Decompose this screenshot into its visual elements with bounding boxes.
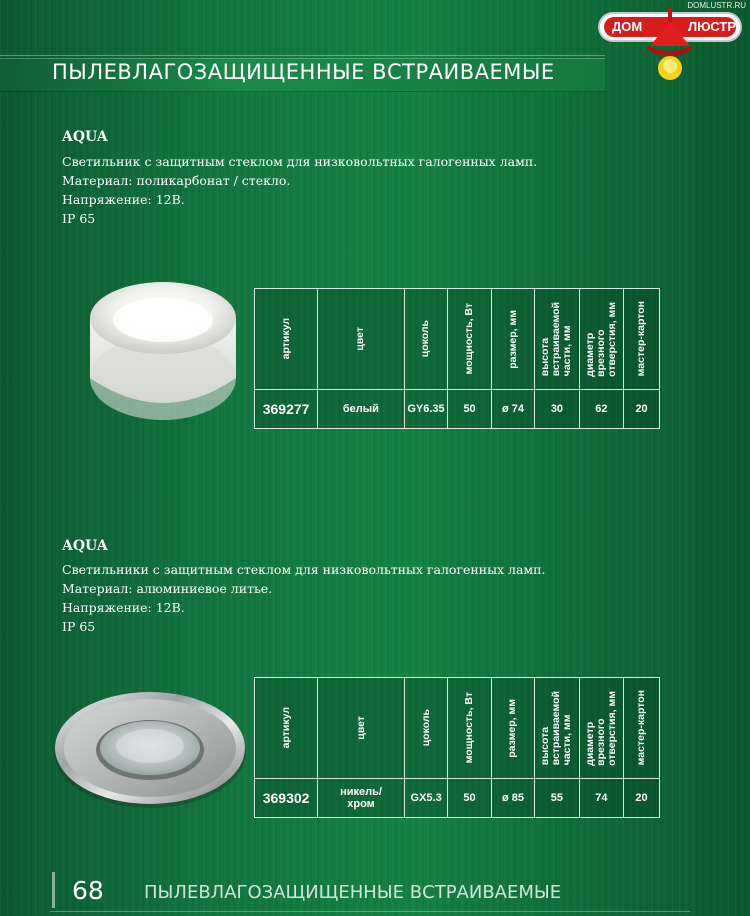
column-header: мастер-картон [624,289,660,390]
product-1-desc-line: IP 65 [62,211,96,226]
column-header: мощность, Вт [448,289,491,390]
footer-line [50,911,690,912]
header-top-line [0,55,605,56]
page-title: ПЫЛЕВЛАГОЗАЩИЩЕННЫЕ ВСТРАИВАЕМЫЕ [52,60,555,84]
column-header: артикул [255,678,318,779]
product-1-desc-line: Напряжение: 12В. [62,192,185,207]
height-cell: 55 [535,779,579,818]
table-row [255,779,660,818]
color-cell: никель/ хром [318,779,405,818]
power-cell: 50 [448,779,491,818]
footer-rule [52,872,55,908]
column-header: диаметр врезного отверстия, мм [579,289,623,390]
product-1-desc-line: Светильник с защитным стеклом для низковольтных галогенных ламп. [62,154,538,169]
socket-cell: GY6.35 [404,390,448,429]
color-cell: белый [318,390,404,429]
hole-diameter-cell: 62 [579,390,623,429]
brand-logo[interactable] [590,0,750,84]
table-row [255,390,660,429]
master-carton-cell: 20 [624,390,660,429]
height-cell: 30 [535,390,579,429]
article-cell: 369277 [255,390,318,429]
table-header-row [255,289,660,390]
size-cell: ø 85 [491,779,534,818]
hole-diameter-cell: 74 [579,779,623,818]
product-2-image [52,686,248,810]
product-1-title: AQUA [62,129,108,145]
product-1-spec-table [254,288,660,429]
product-2-desc-line: Материал: алюминиевое литье. [62,581,273,596]
socket-cell: GX5.3 [404,779,447,818]
column-header: высота встраиваемой части, мм [535,289,579,390]
product-2-spec-table [254,677,660,818]
size-cell: ø 74 [491,390,534,429]
column-header: цоколь [404,289,448,390]
product-2-desc-line: Напряжение: 12В. [62,600,185,615]
product-2-desc-line: IP 65 [62,619,96,634]
column-header: высота встраиваемой части, мм [535,678,579,779]
logo-site-text: DOMLUSTR.RU [687,1,746,10]
product-1-image [84,278,242,426]
table-header-row [255,678,660,779]
product-1-desc-line: Материал: поликарбонат / стекло. [62,173,291,188]
power-cell: 50 [448,390,491,429]
column-header: артикул [255,289,318,390]
column-header: диаметр врезного отверстия, мм [579,678,623,779]
column-header: мощность, Вт [448,678,491,779]
page-number: 68 [72,876,104,905]
master-carton-cell: 20 [624,779,660,818]
column-header: цвет [318,289,404,390]
product-2-desc-line: Светильники с защитным стеклом для низковольтных галогенных ламп. [62,562,546,577]
column-header: мастер-картон [624,678,660,779]
column-header: размер, мм [491,289,534,390]
column-header: размер, мм [491,678,534,779]
column-header: цоколь [404,678,447,779]
product-2-description [62,560,545,636]
logo-word-right: ЛЮСТР [688,19,737,34]
article-cell: 369302 [255,779,318,818]
product-2-title: AQUA [62,538,108,554]
logo-word-left: ДОМ [612,19,643,34]
column-header: цвет [318,678,405,779]
footer-title: ПЫЛЕВЛАГОЗАЩИЩЕННЫЕ ВСТРАИВАЕМЫЕ [144,882,562,903]
product-1-description [62,152,537,228]
